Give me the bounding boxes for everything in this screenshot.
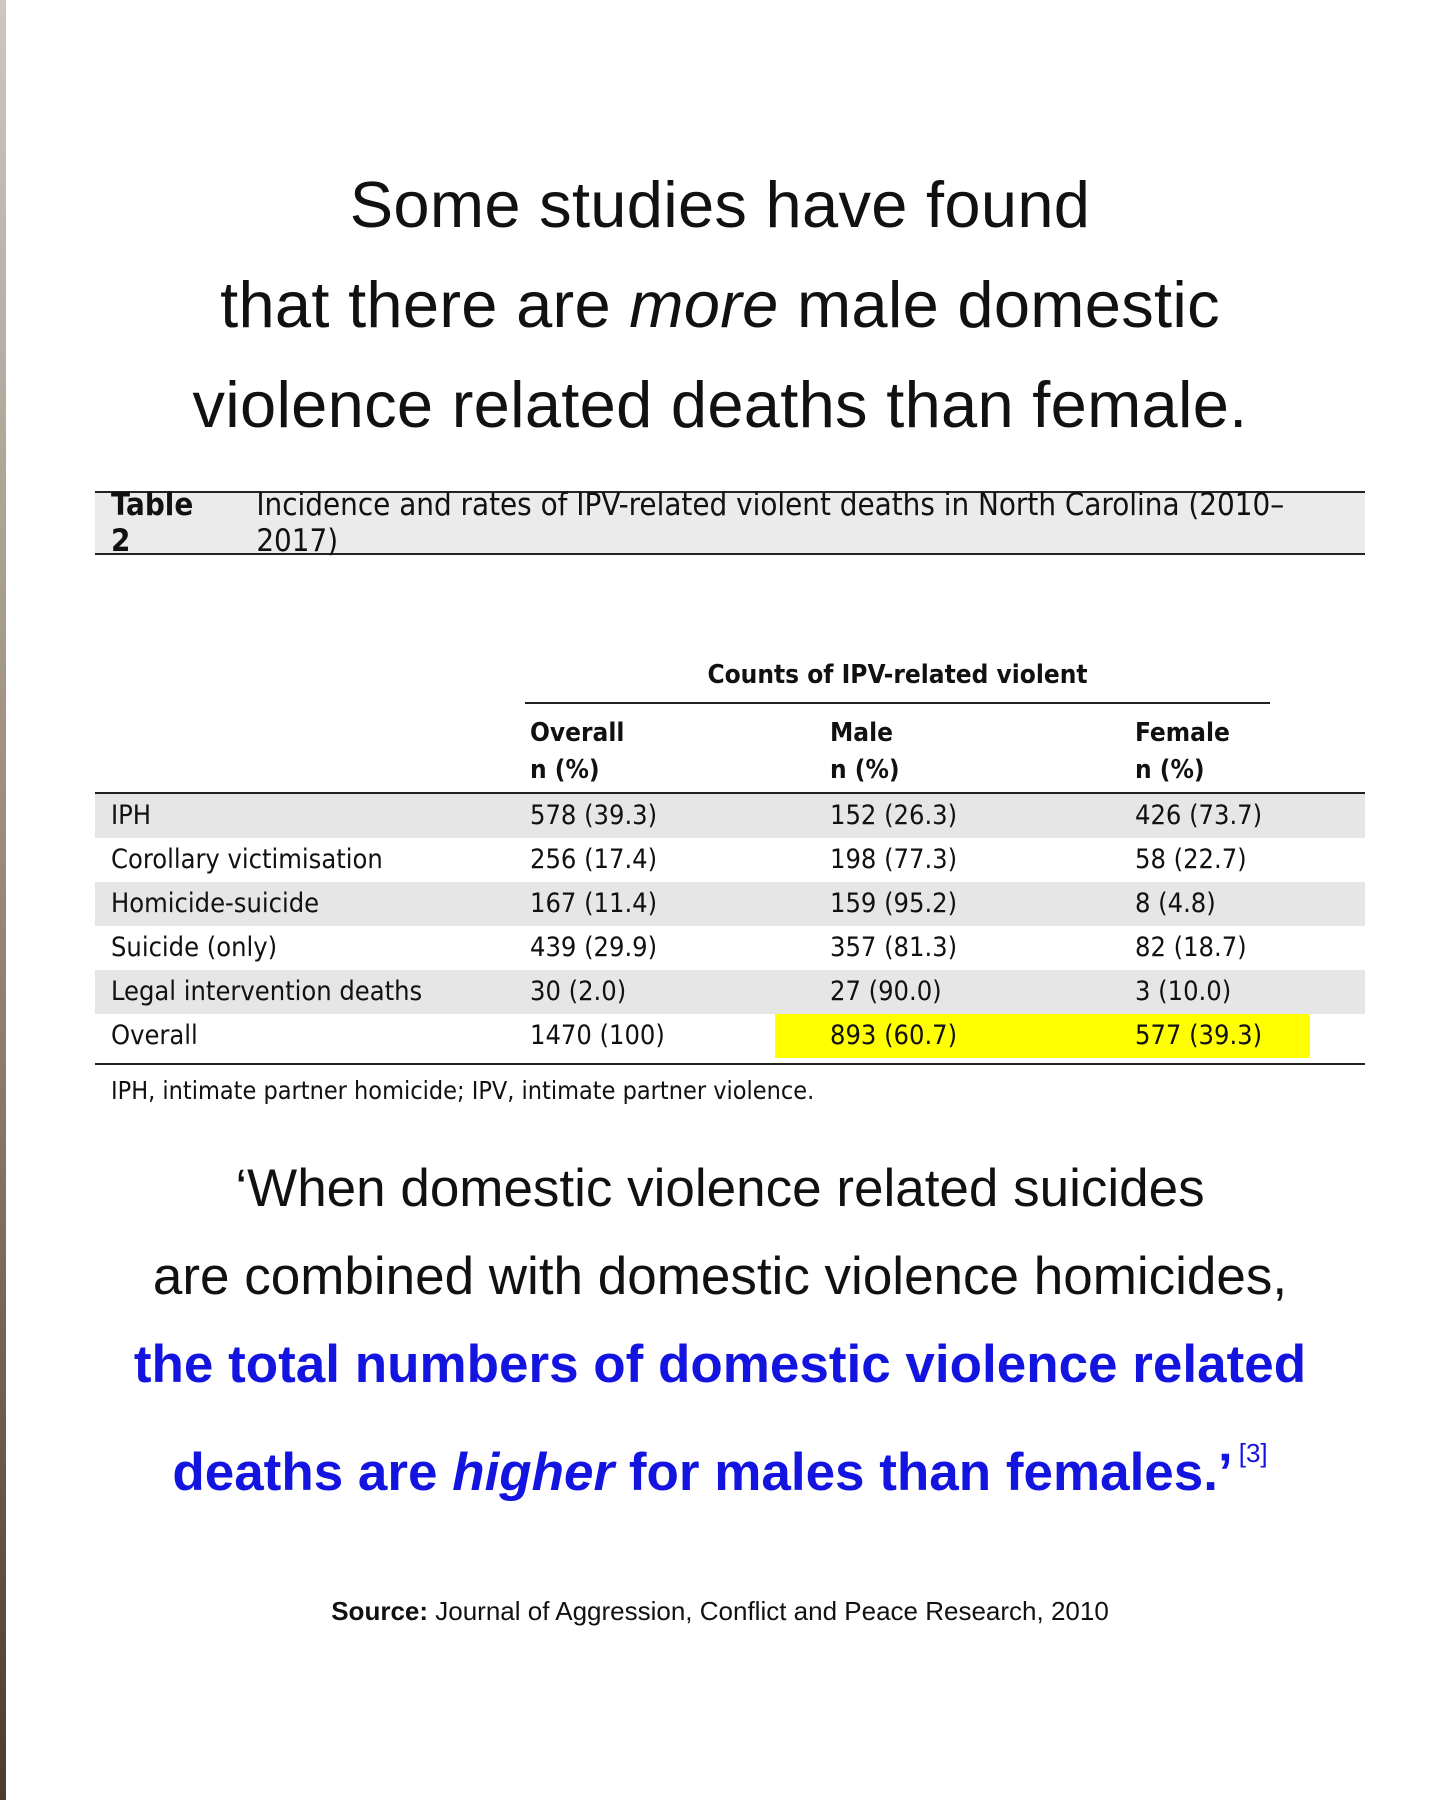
pull-quote [0,1145,1440,1517]
cell-male: 159 (95.2) [830,888,958,919]
headline [0,155,1440,455]
source-text: Journal of Aggression, Conflict and Peace Research, 2010 [428,1596,1109,1626]
column-header-name: Female [1135,718,1230,748]
table-row [95,794,1365,838]
quote-emphasis: higher [452,1443,615,1502]
column-header-sub: n (%) [830,755,900,785]
quote-line-4 [0,1409,1440,1517]
cell-male: 357 (81.3) [830,932,958,963]
source-credit [0,1596,1440,1627]
headline-line-2 [0,255,1440,355]
table-grid [95,555,1365,1105]
headline-line-3: violence related deaths than female. [192,368,1248,441]
column-header-sub: n (%) [530,755,600,785]
cell-overall: 167 (11.4) [530,888,658,919]
cell-female: 426 (73.7) [1135,800,1263,831]
table-caption [95,487,1365,559]
cell-female: 577 (39.3) [1135,1020,1263,1051]
row-label: Suicide (only) [111,932,278,963]
row-label: Overall [111,1020,198,1051]
table-bottom-rule [95,1063,1365,1065]
headline-line-2-end: male domestic [778,268,1220,341]
table-row-overall [95,1014,1365,1058]
headline-emphasis: more [629,268,779,341]
table-row [95,926,1365,970]
cell-female: 82 (18.7) [1135,932,1247,963]
source-label: Source: [331,1596,429,1626]
quote-line-4-end: for males than females.’ [614,1443,1233,1502]
column-header-overall [530,715,624,789]
cell-male: 152 (26.3) [830,800,958,831]
citation-reference: [3] [1238,1438,1268,1468]
table-row [95,838,1365,882]
data-table [95,487,1365,1105]
table-footnote: IPH, intimate partner homicide; IPV, intimate partner violence. [111,1076,815,1105]
column-header-name: Male [830,718,893,748]
table-label: Table 2 [111,487,194,559]
table-row [95,882,1365,926]
cell-male: 893 (60.7) [830,1020,958,1051]
quote-line-2: are combined with domestic violence homicides, [152,1247,1288,1306]
super-header-label: Counts of IPV-related violent [707,660,1088,690]
cell-male: 198 (77.3) [830,844,958,875]
column-header-male [830,715,900,789]
column-header-sub: n (%) [1135,755,1205,785]
row-label: IPH [111,800,152,831]
cell-male: 27 (90.0) [830,976,942,1007]
quote-line-3: the total numbers of domestic violence related [133,1335,1307,1394]
quote-line-4-start: deaths are [172,1443,453,1502]
row-label: Legal intervention deaths [111,976,423,1007]
table-row [95,970,1365,1014]
cell-overall: 578 (39.3) [530,800,658,831]
cell-overall: 1470 (100) [530,1020,665,1051]
cell-overall: 256 (17.4) [530,844,658,875]
quote-line-1: ‘When domestic violence related suicides [235,1159,1205,1218]
cell-female: 58 (22.7) [1135,844,1247,875]
cell-female: 3 (10.0) [1135,976,1232,1007]
cell-overall: 30 (2.0) [530,976,627,1007]
cell-overall: 439 (29.9) [530,932,658,963]
table-caption-text: Incidence and rates of IPV-related violent deaths in North Carolina (2010–2017) [256,487,1285,559]
column-header-female [1135,715,1230,789]
column-header-name: Overall [530,718,625,748]
headline-line-1: Some studies have found [349,168,1091,241]
super-header [525,660,1270,704]
cell-female: 8 (4.8) [1135,888,1216,919]
row-label: Corollary victimisation [111,844,383,875]
row-label: Homicide-suicide [111,888,320,919]
headline-line-2-start: that there are [220,268,630,341]
